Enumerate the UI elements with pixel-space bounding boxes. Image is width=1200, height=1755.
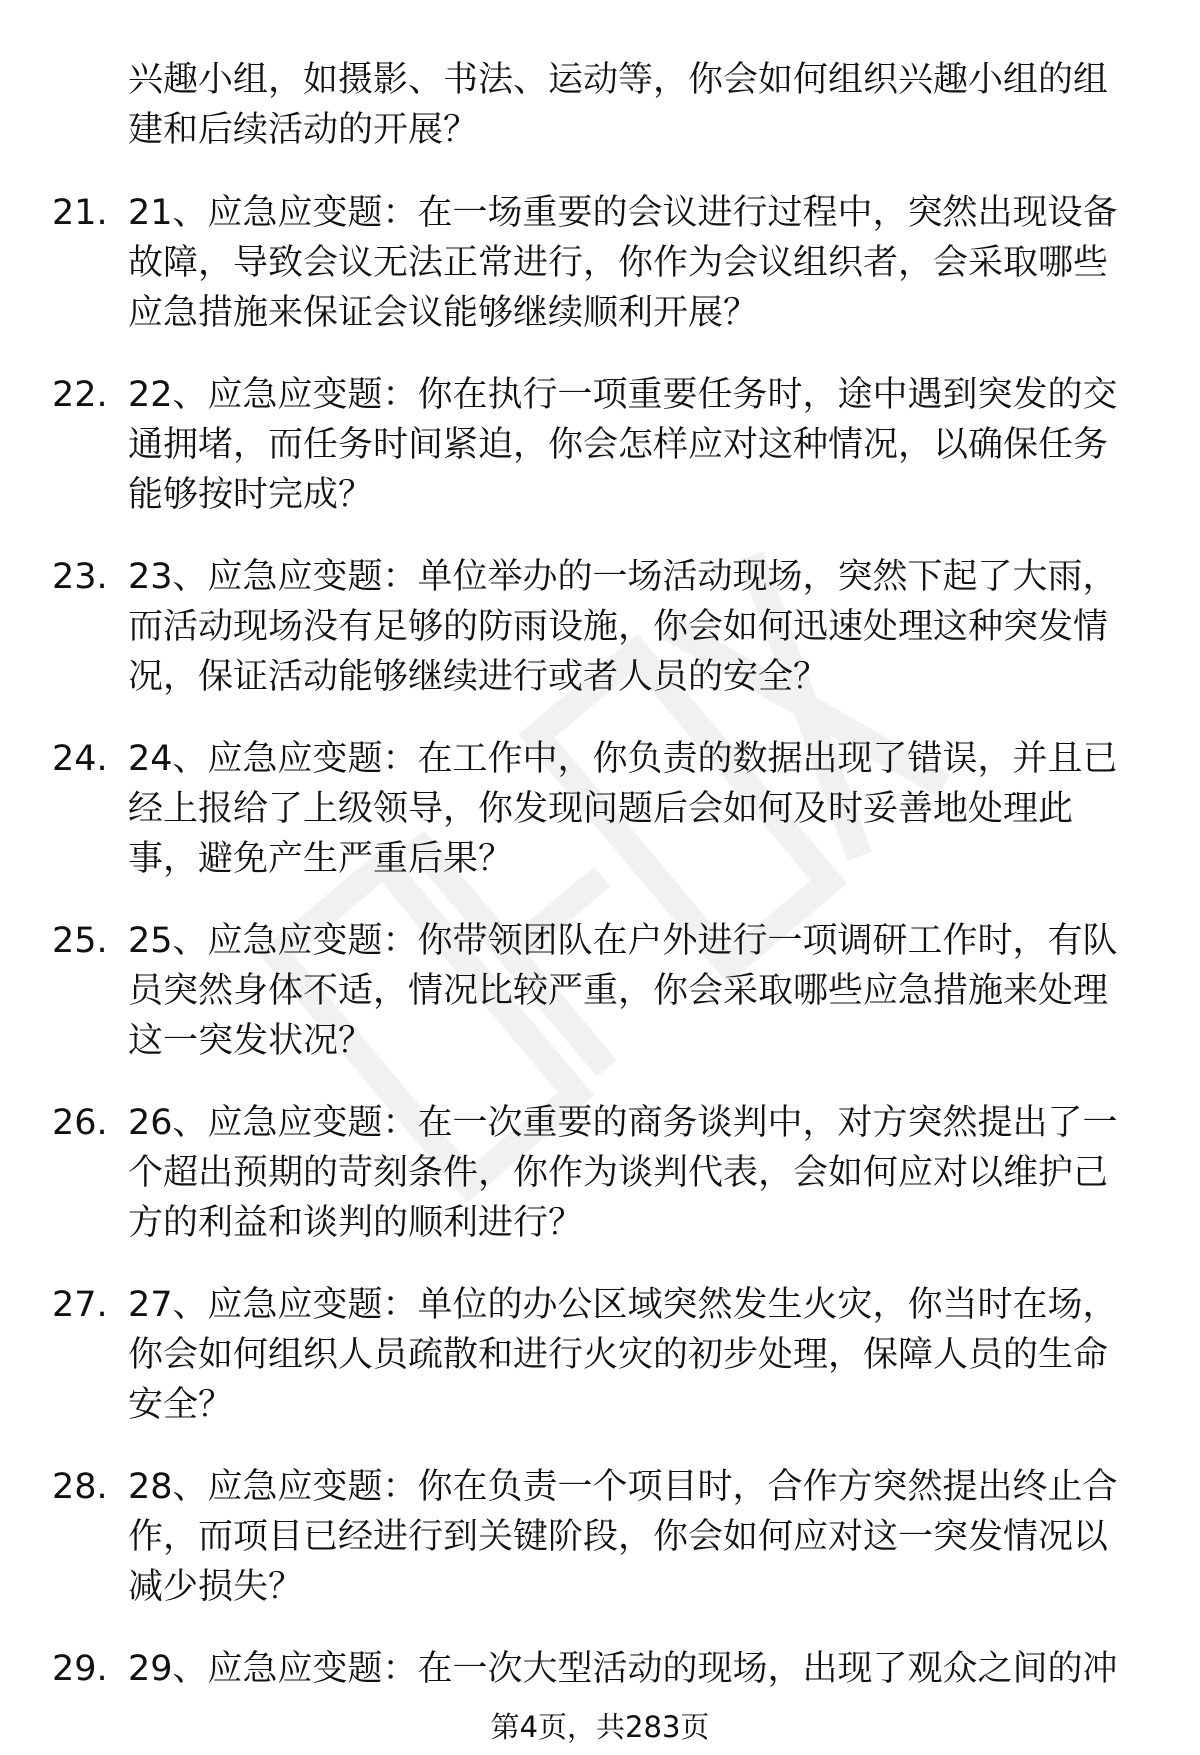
question-text: 24、应急应变题：在工作中，你负责的数据出现了错误，并且已经上报给了上级领导，你发现问题后会如何及时妥善地处理此事，避免产生严重后果？ <box>128 739 1118 879</box>
question-number: 22. <box>52 375 108 415</box>
question-number: 21. <box>52 193 108 233</box>
question-text: 22、应急应变题：你在执行一项重要任务时，途中遇到突发的交通拥堵，而任务时间紧迫，你会怎样应对这种情况，以确保任务能够按时完成？ <box>128 375 1118 515</box>
question-text: 28、应急应变题：你在负责一个项目时，合作方突然提出终止合作，而项目已经进行到关键阶段，你会如何应对这一突发情况以减少损失？ <box>128 1467 1118 1607</box>
page-number-footer: 第4页，共283页 <box>490 1710 710 1744</box>
question-text: 27、应急应变题：单位的办公区域突然发生火灾，你当时在场，你会如何组织人员疏散和进行火灾的初步处理，保障人员的生命安全？ <box>128 1285 1118 1425</box>
question-number: 27. <box>52 1285 108 1325</box>
list-item <box>0 1462 1200 1644</box>
question-number: 28. <box>52 1467 108 1507</box>
question-number: 23. <box>52 557 108 597</box>
question-list <box>0 188 1200 1704</box>
question-text: 29、应急应变题：在一次大型活动的现场，出现了观众之间的冲 <box>128 1649 1118 1689</box>
question-number: 24. <box>52 739 108 779</box>
carry-over-question-text: 兴趣小组，如摄影、书法、运动等，你会如何组织兴趣小组的组建和后续活动的开展？ <box>128 60 1109 150</box>
list-item <box>0 1098 1200 1280</box>
list-item <box>0 916 1200 1098</box>
question-number: 25. <box>52 921 108 961</box>
list-item <box>0 1280 1200 1462</box>
question-number: 26. <box>52 1103 108 1143</box>
list-item <box>0 734 1200 916</box>
list-item <box>0 370 1200 552</box>
question-text: 26、应急应变题：在一次重要的商务谈判中，对方突然提出了一个超出预期的苛刻条件，你作为谈判代表，会如何应对以维护己方的利益和谈判的顺利进行？ <box>128 1103 1118 1243</box>
list-item <box>0 552 1200 734</box>
list-item <box>0 1644 1200 1704</box>
question-number: 29. <box>52 1649 108 1689</box>
question-text: 23、应急应变题：单位举办的一场活动现场，突然下起了大雨，而活动现场没有足够的防雨设施，你会如何迅速处理这种突发情况，保证活动能够继续进行或者人员的安全？ <box>128 557 1118 697</box>
question-text: 25、应急应变题：你带领团队在户外进行一项调研工作时，有队员突然身体不适，情况比较严重，你会采取哪些应急措施来处理这一突发状况？ <box>128 921 1118 1061</box>
question-text: 21、应急应变题：在一场重要的会议进行过程中，突然出现设备故障，导致会议无法正常进行，你作为会议组织者，会采取哪些应急措施来保证会议能够继续顺利开展？ <box>128 193 1118 333</box>
list-item <box>0 188 1200 370</box>
